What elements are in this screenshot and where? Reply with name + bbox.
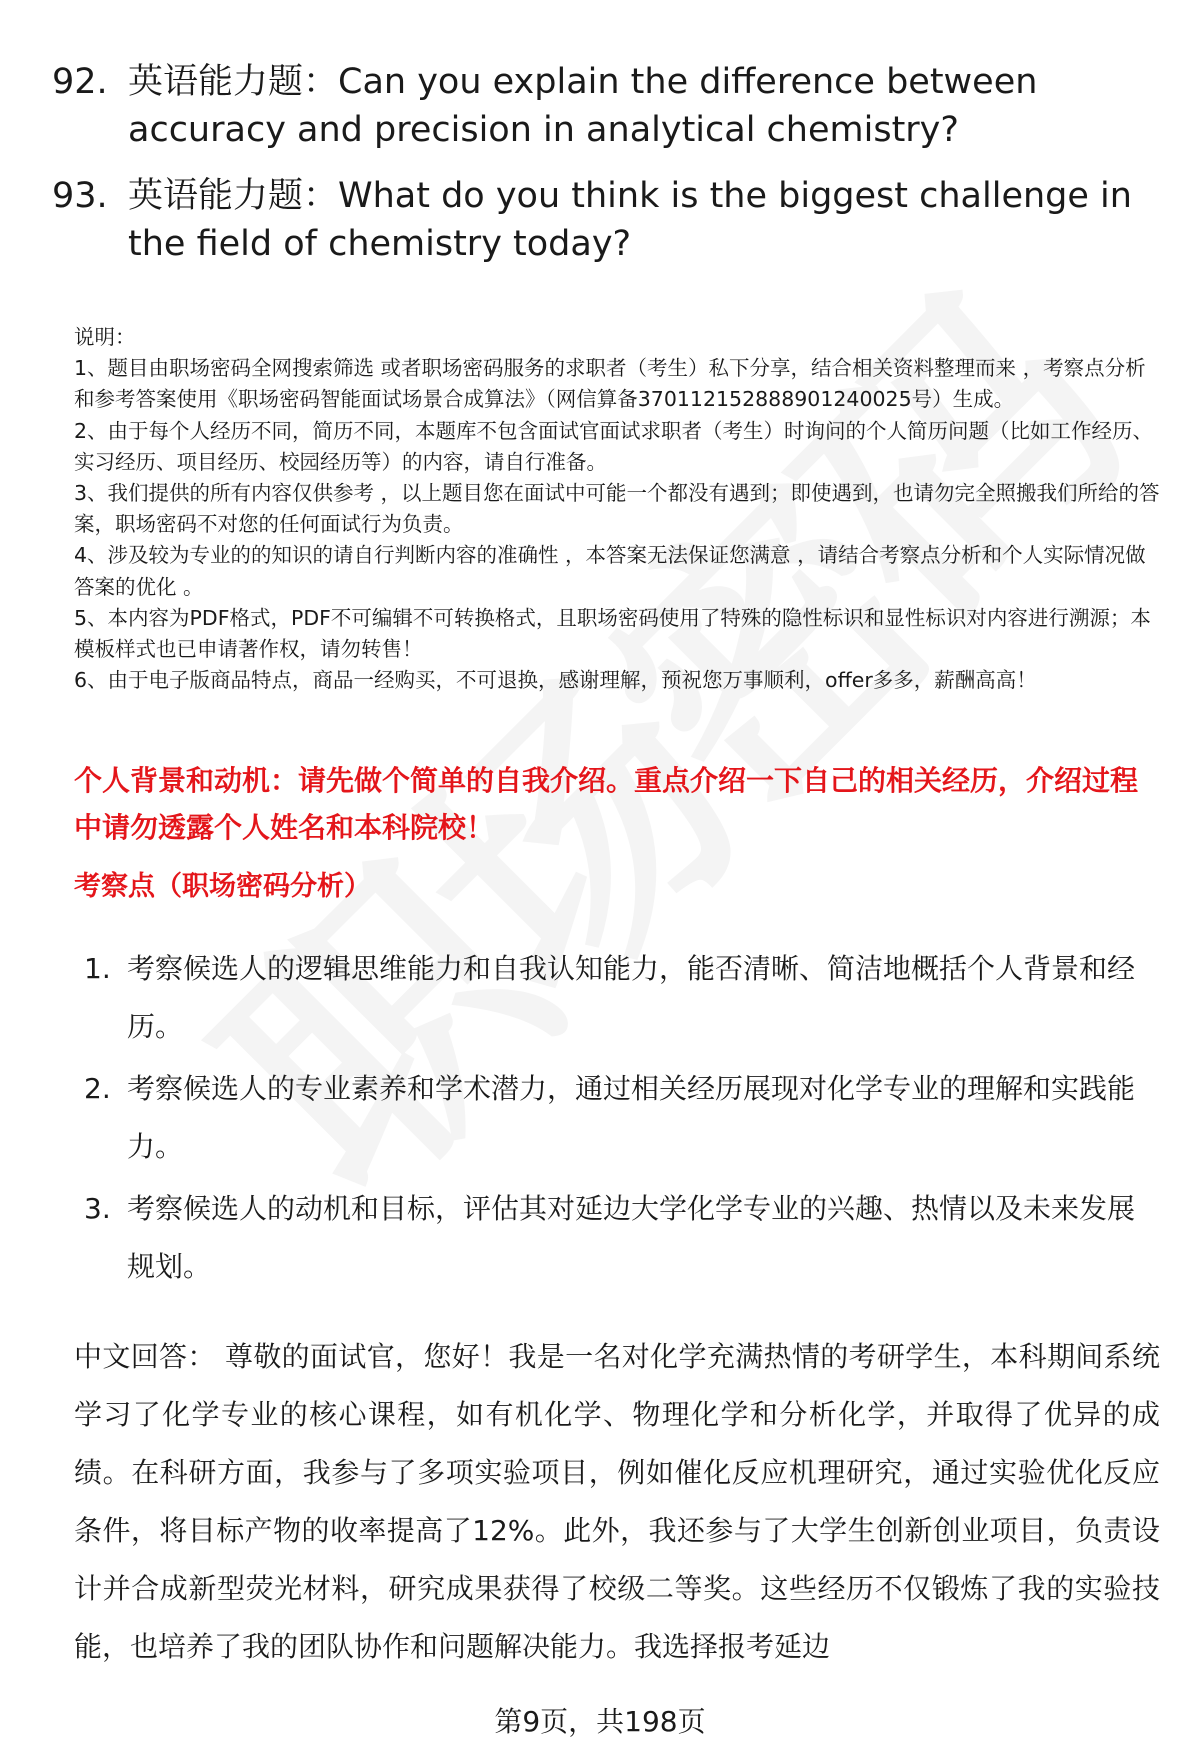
notes-section xyxy=(74,322,1164,696)
topic-question: 个人背景和动机：请先做个简单的自我介绍。重点介绍一下自己的相关经历，介绍过程中请勿透露个人姓名和本科院校！ xyxy=(74,764,1139,844)
exam-point-text: 考察候选人的动机和目标，评估其对延边大学化学专业的兴趣、热情以及未来发展规划。 xyxy=(127,1192,1136,1283)
exam-point-number: 3. xyxy=(84,1192,111,1225)
exam-points-list xyxy=(84,940,1154,1300)
exam-point-number: 2. xyxy=(84,1072,111,1105)
exam-point xyxy=(84,1060,1154,1176)
exam-point-text: 考察候选人的专业素养和学术潜力，通过相关经历展现对化学专业的理解和实践能力。 xyxy=(127,1072,1136,1163)
note-item: 1、题目由职场密码全网搜索筛选 或者职场密码服务的求职者（考生）私下分享，结合相关资料整理而来 ，考察点分析和参考答案使用《职场密码智能面试场景合成算法》（网信算备370112152888901240025号）生成。 xyxy=(74,356,1146,412)
question-93 xyxy=(52,172,1152,268)
exam-point-text: 考察候选人的逻辑思维能力和自我认知能力，能否清晰、简洁地概括个人背景和经历。 xyxy=(127,952,1136,1043)
question-number: 92. xyxy=(52,62,108,102)
note-item: 2、由于每个人经历不同，简历不同，本题库不包含面试官面试求职者（考生）时询问的个人简历问题（比如工作经历、实习经历、项目经历、校园经历等）的内容，请自行准备。 xyxy=(74,418,1154,474)
exam-points-title: 考察点（职场密码分析） xyxy=(74,871,371,902)
notes-title: 说明： xyxy=(74,325,136,349)
note-item: 3、我们提供的所有内容仅供参考 ，以上题目您在面试中可能一个都没有遇到；即使遇到，也请勿完全照搬我们所给的答案，职场密码不对您的任何面试行为负责。 xyxy=(74,481,1160,537)
note-item: 5、本内容为PDF格式，PDF不可编辑不可转换格式，且职场密码使用了特殊的隐性标识和显性标识对内容进行溯源；本模板样式也已申请著作权，请勿转售！ xyxy=(74,605,1151,662)
exam-point xyxy=(84,940,1154,1056)
answer-text: 中文回答： 尊敬的面试官，您好！我是一名对化学充满热情的考研学生，本科期间系统学习了化学专业的核心课程，如有机化学、物理化学和分析化学，并取得了优异的成绩。在科研方面，我参与了多项实验项目，例如催化反应机理研究，通过实验优化反应条件，将目标产物的收率提高了12%。此外，我还参与了大学生创新创业项目，负责设计并合成新型荧光材料，研究成果获得了校级二等奖。这些经历不仅锻炼了我的实验技能，也培养了我的团队协作和问题解决能力。我选择报考延边 xyxy=(74,1340,1160,1663)
exam-point xyxy=(84,1180,1154,1296)
page-footer: 第9页，共198页 xyxy=(494,1705,706,1738)
note-item: 4、涉及较为专业的的知识的请自行判断内容的准确性 ，本答案无法保证您满意 ，请结合考察点分析和个人实际情况做答案的优化 。 xyxy=(74,543,1146,599)
note-item: 6、由于电子版商品特点，商品一经购买，不可退换，感谢理解，预祝您万事顺利，offer多多，薪酬高高！ xyxy=(74,668,1037,693)
question-text: 英语能力题：What do you think is the biggest challenge in the field of chemistry today? xyxy=(128,176,1132,264)
exam-point-number: 1. xyxy=(84,952,111,985)
question-92 xyxy=(52,58,1152,154)
question-number: 93. xyxy=(52,176,108,216)
question-text: 英语能力题：Can you explain the difference between accuracy and precision in analytical chemistry? xyxy=(128,62,1038,150)
